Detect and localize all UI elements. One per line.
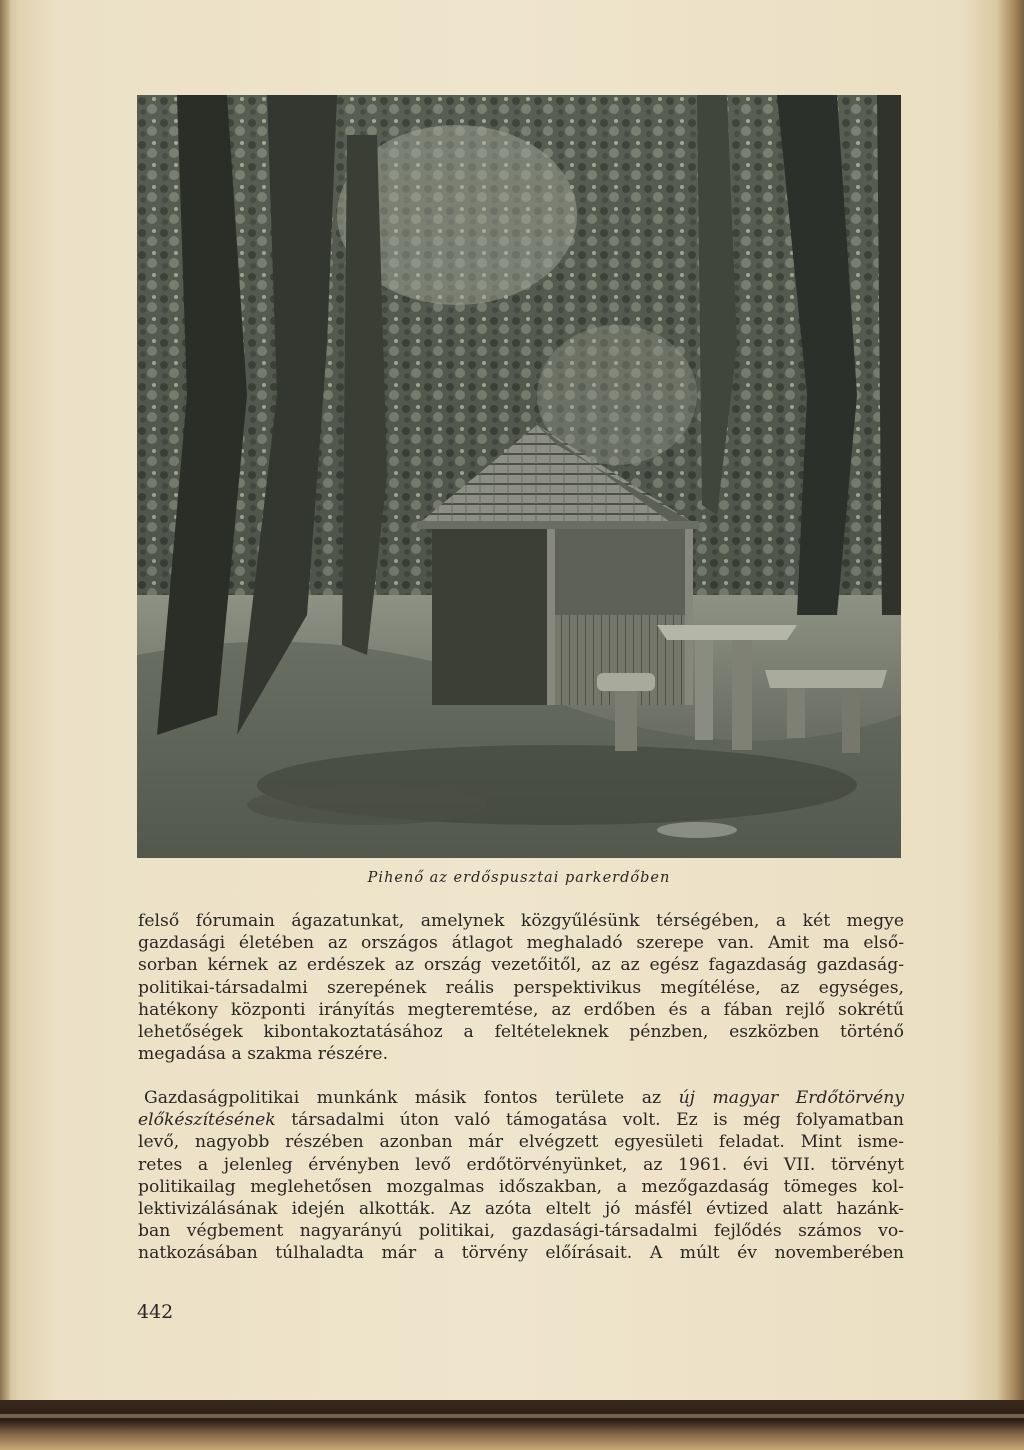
text-line: [138, 1109, 904, 1131]
paragraph-2: [138, 1087, 904, 1265]
text-line: gazdasági életében az országos átlagot meghaladó szerepe van. Amit ma első-: [138, 933, 904, 954]
forest-shelter-photo: [137, 95, 901, 858]
text-line: ban végbement nagyarányú politikai, gazdasági-társadalmi fejlődés számos vo-: [138, 1221, 904, 1242]
page-right-edge: [998, 0, 1024, 1450]
text-line: megadása a szakma részére.: [138, 1044, 389, 1065]
paragraph-1: [138, 910, 904, 1065]
text-line: felső fórumain ágazatunkat, amelynek közgyűlésünk térségében, a két megye: [138, 911, 904, 931]
scan-edge-highlight: [0, 1414, 1024, 1418]
text-line: hatékony központi irányítás megteremtése, az erdőben és a fában rejlő sokrétű: [138, 999, 904, 1020]
text-line: politikai-társadalmi szerepének reális perspektivikus megítélése, az egységes,: [138, 977, 904, 998]
text-line: lehetőségek kibontakoztatásához a feltételeknek pénzben, eszközben történő: [138, 1021, 904, 1042]
page-number: 442: [137, 1301, 174, 1323]
page-left-edge: [0, 0, 10, 1450]
emphasis-text: előkészítésének: [138, 1110, 276, 1131]
text-line: levő, nagyobb részében azonban már elvégzett egyesületi feladat. Mint isme-: [138, 1132, 904, 1153]
text-line: sorban kérnek az erdészek az ország vezetőitől, az az egész fagazdaság gazdaság-: [138, 955, 904, 976]
text-line: lektivizálásának idején alkották. Az azóta eltelt jó másfél évtized alatt hazánk-: [138, 1198, 904, 1219]
text-line: [138, 1087, 904, 1109]
text-segment: társadalmi úton való támogatása volt. Ez is még folyamatban: [275, 1110, 904, 1131]
text-line: natkozásában túlhaladta már a törvény előírásait. A múlt év novemberében: [138, 1243, 904, 1264]
text-line: retes a jelenleg érvényben levő erdőtörvényünket, az 1961. évi VII. törvényt: [138, 1154, 904, 1175]
text-segment: Gazdaságpolitikai munkánk másik fontos területe az: [144, 1088, 679, 1108]
photo-caption: Pihenő az erdőspusztai parkerdőben: [367, 870, 671, 886]
emphasis-text: új magyar Erdőtörvény: [678, 1088, 905, 1108]
text-line: politikailag meglehetősen mozgalmas időszakban, a mezőgazdaság tömeges kol-: [138, 1176, 904, 1197]
scan-bottom-edge: [0, 1400, 1024, 1450]
